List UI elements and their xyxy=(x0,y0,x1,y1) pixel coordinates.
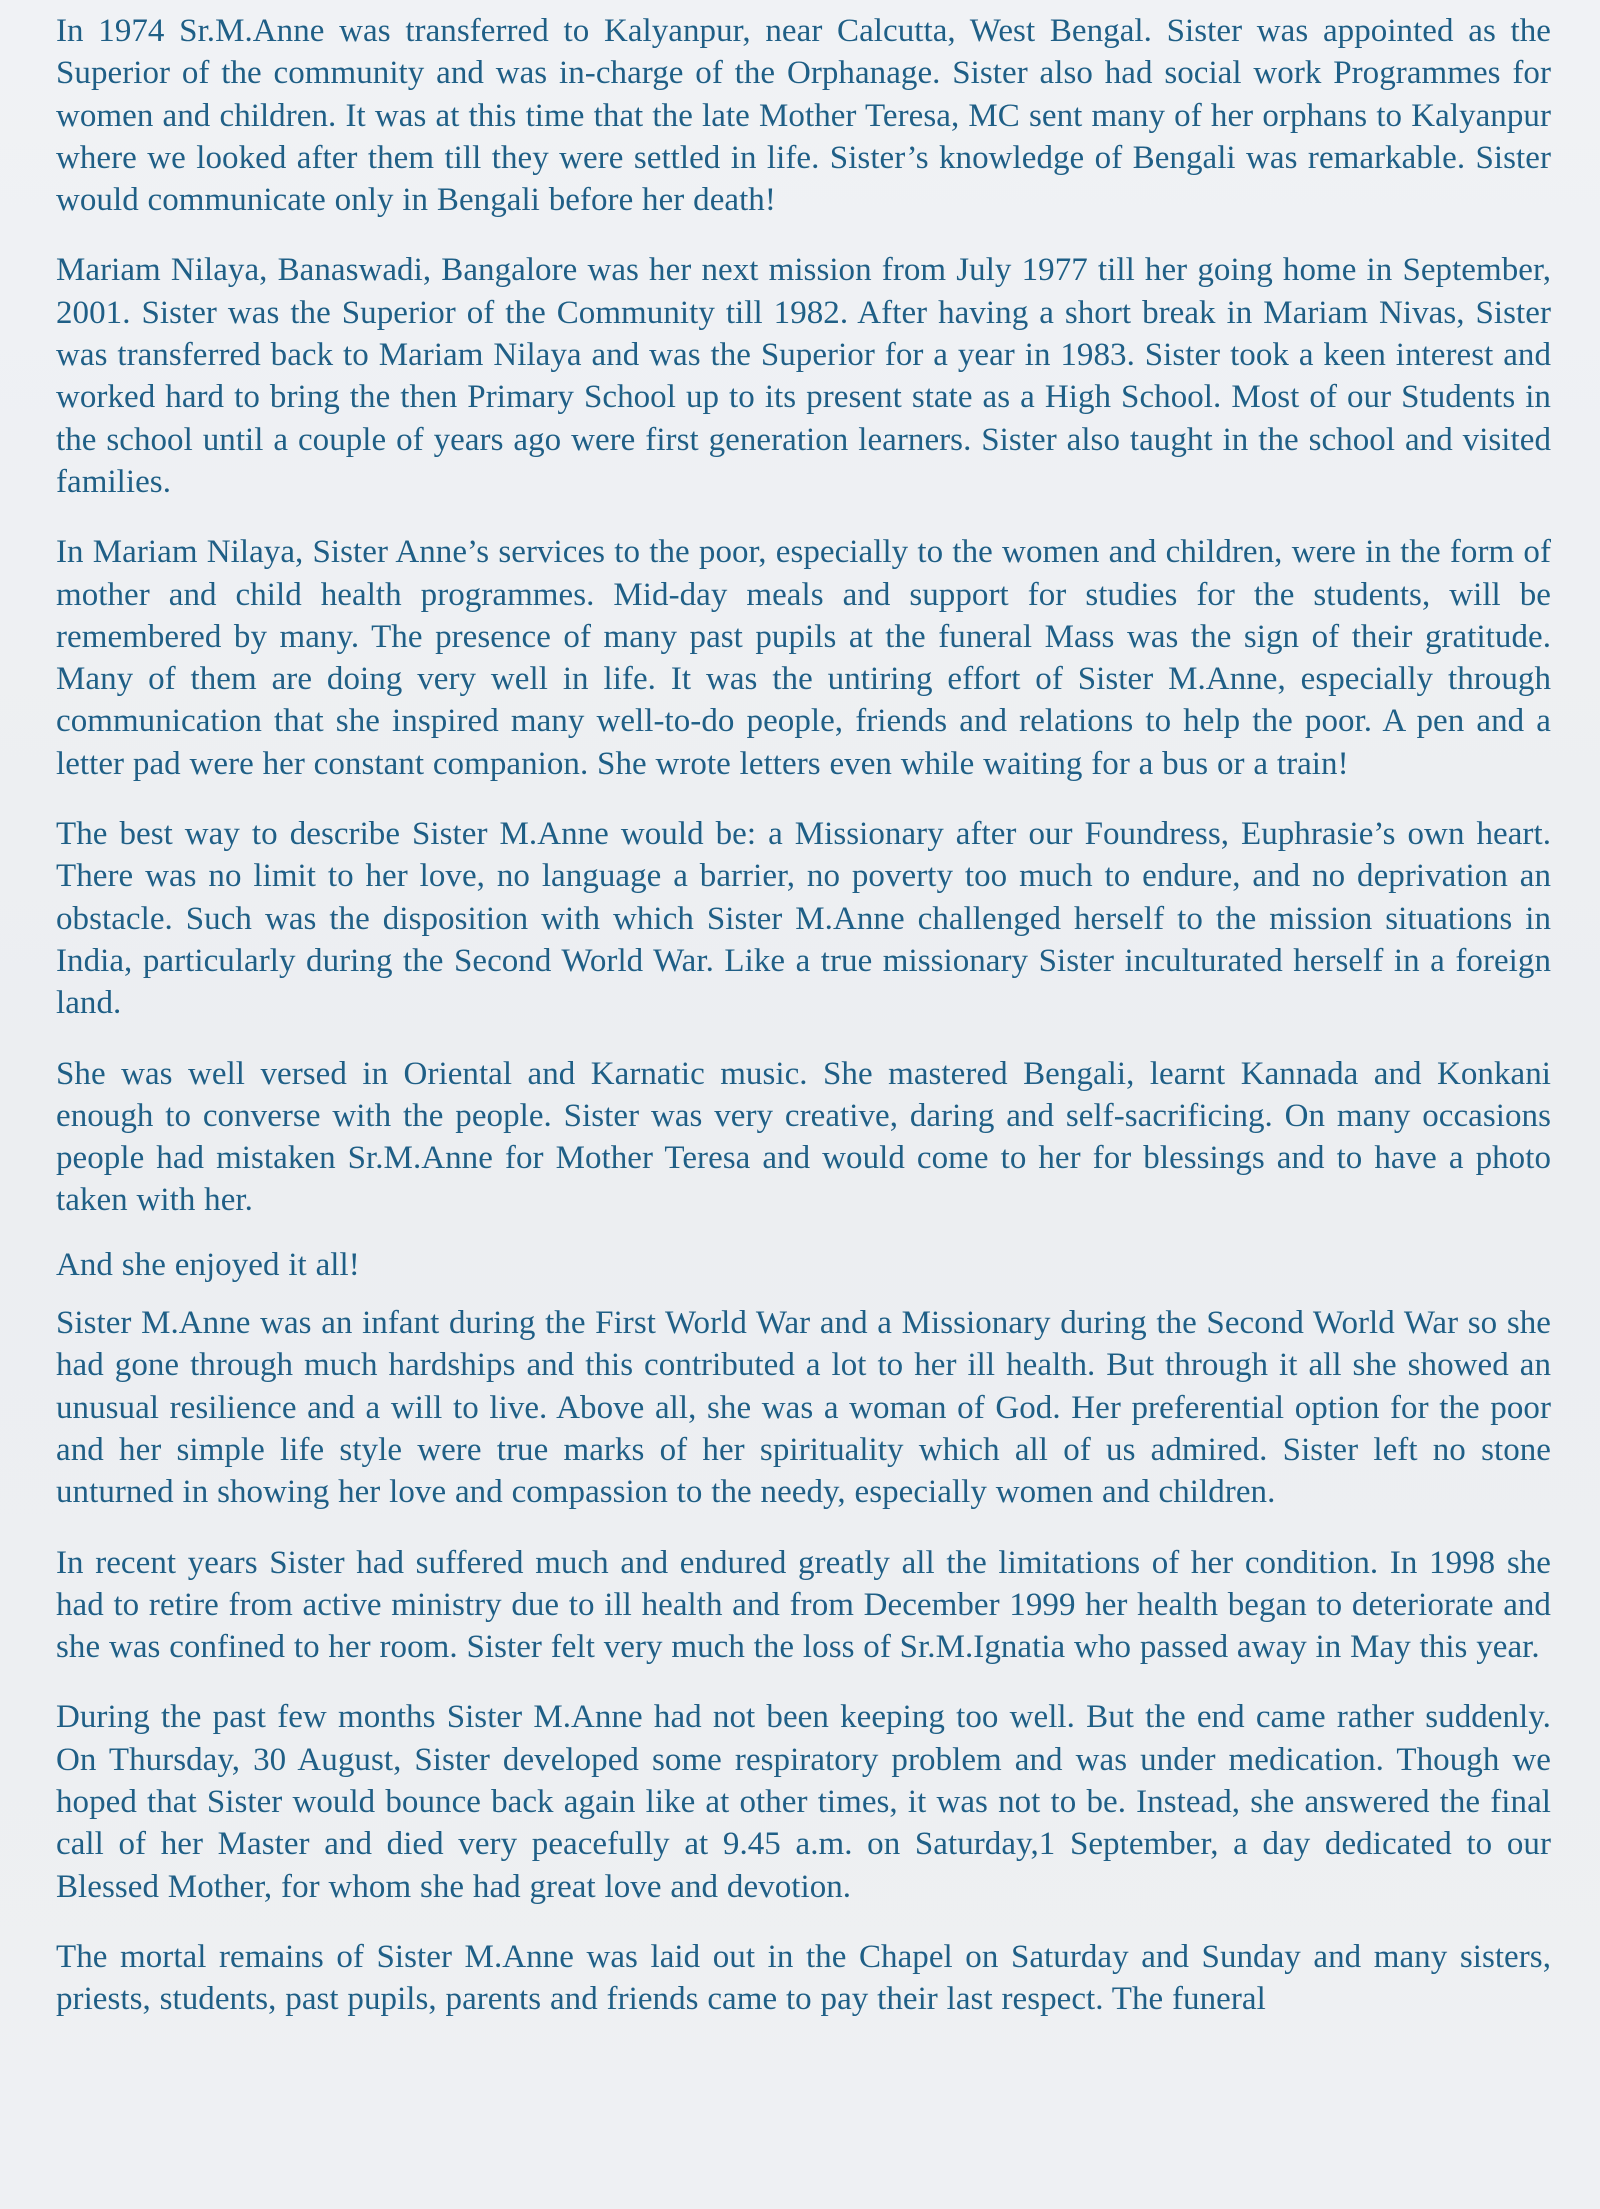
paragraph-funeral: The mortal remains of Sister M.Anne was laid out in the Chapel on Saturday and Sunday and many sisters, priests, students, past pupils, parents and friends came to pay their last respect. The funeral xyxy=(56,1938,1551,2018)
paragraph-kalyanpur: In 1974 Sr.M.Anne was transferred to Kalyanpur, near Calcutta, West Bengal. Sister was appointed as the Superior of the community and was in-charge of the Orphanage. Sister also had social work Programmes for women and children. It was at this time that the late Mother Teresa, MC sent many of her orphans to Kalyanpur where we looked after them till they were settled in life. Sister’s knowledge of Bengali was remarkable. Sister would communicate only in Bengali before her death! xyxy=(56,13,1551,219)
paragraph-enjoyed: And she enjoyed it all! xyxy=(56,1246,360,1283)
document-page xyxy=(56,10,1551,2048)
paragraph-final-days: During the past few months Sister M.Anne had not been keeping too well. But the end came rather suddenly. On Thursday, 30 August, Sister developed some respiratory problem and was under medication. Though we hoped that Sister would bounce back again like at other times, it was not to be. Instead, she answered the final call of her Master and died very peacefully at 9.45 a.m. on Saturday,1 September, a day dedicated to our Blessed Mother, for whom she had great love and devotion. xyxy=(56,1699,1551,1905)
paragraph-missionary-heart: The best way to describe Sister M.Anne would be: a Missionary after our Foundress, Euphrasie’s own heart. There was no limit to her love, no language a barrier, no poverty too much to endure, and no deprivation an obstacle. Such was the disposition with which Sister M.Anne challenged herself to the mission situations in India, particularly during the Second World War. Like a true missionary Sister inculturated herself in a foreign land. xyxy=(56,816,1551,1022)
paragraph-music-languages: She was well versed in Oriental and Karnatic music. She mastered Bengali, learnt Kannada and Konkani enough to converse with the people. Sister was very creative, daring and self-sacrificing. On many occasions people had mistaken Sr.M.Anne for Mother Teresa and would come to her for blessings and to have a photo taken with her. xyxy=(56,1055,1551,1219)
paragraph-war-years: Sister M.Anne was an infant during the First World War and a Missionary during the Second World War so she had gone through much hardships and this contributed a lot to her ill health. But through it all she showed an unusual resilience and a will to live. Above all, she was a woman of God. Her preferential option for the poor and her simple life style were true marks of her spirituality which all of us admired. Sister left no stone unturned in showing her love and compassion to the needy, especially women and children. xyxy=(56,1305,1551,1511)
paragraph-mariam-nilaya: Mariam Nilaya, Banaswadi, Bangalore was her next mission from July 1977 till her going home in September, 2001. Sister was the Superior of the Community till 1982. After having a short break in Mariam Nivas, Sister was transferred back to Mariam Nilaya and was the Superior for a year in 1983. Sister took a keen interest and worked hard to bring the then Primary School up to its present state as a High School. Most of our Students in the school until a couple of years ago were first generation learners. Sister also taught in the school and visited families. xyxy=(56,252,1551,500)
paragraph-recent-years: In recent years Sister had suffered much and endured greatly all the limitations of her condition. In 1998 she had to retire from active ministry due to ill health and from December 1999 her health began to deteriorate and she was confined to her room. Sister felt very much the loss of Sr.M.Ignatia who passed away in May this year. xyxy=(56,1544,1551,1666)
paragraph-services-to-poor: In Mariam Nilaya, Sister Anne’s services to the poor, especially to the women and children, were in the form of mother and child health programmes. Mid-day meals and support for studies for the students, will be remembered by many. The presence of many past pupils at the funeral Mass was the sign of their gratitude. Many of them are doing very well in life. It was the untiring effort of Sister M.Anne, especially through communication that she inspired many well-to-do people, friends and relations to help the poor. A pen and a letter pad were her constant companion. She wrote letters even while waiting for a bus or a train! xyxy=(56,534,1551,782)
